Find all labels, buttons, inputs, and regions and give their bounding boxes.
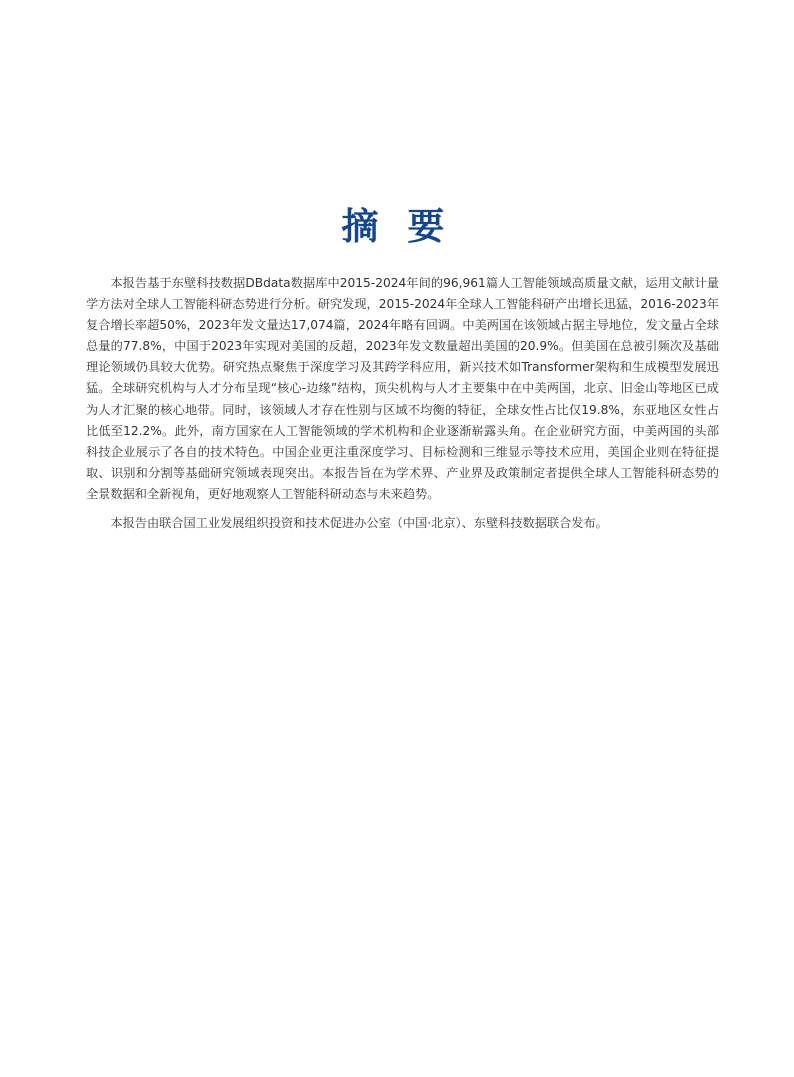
publisher-paragraph: 本报告由联合国工业发展组织投资和技术促进办公室（中国·北京）、东壁科技数据联合发布。 (110, 516, 608, 530)
abstract-paragraph: 本报告基于东壁科技数据DBdata数据库中2015-2024年间的96,961篇人工智能领域高质量文献，运用文献计量学方法对全球人工智能科研态势进行分析。研究发现，2015-2024年全球人工智能科研产出增长迅猛，2016-2023年复合增长率超50%，2023年发文量达17,074篇，2024年略有回调。中美两国在该领域占据主导地位，发文量占全球总量的77.8%，中国于2023年实现对美国的反超，2023年发文数量超出美国的20.9%。但美国在总被引频次及基础理论领域仍具较大优势。研究热点聚焦于深度学习及其跨学科应用，新兴技术如Transformer架构和生成模型发展迅猛。全球研究机构与人才分布呈现“核心-边缘”结构，顶尖机构与人才主要集中在中美两国，北京、旧金山等地区已成为人才汇聚的核心地带。同时，该领域人才存在性别与区域不均衡的特征，全球女性占比仅19.8%，东亚地区女性占比低至12.2%。此外，南方国家在人工智能领域的学术机构和企业逐渐崭露头角。在企业研究方面，中美两国的头部科技企业展示了各自的技术特色。中国企业更注重深度学习、目标检测和三维显示等技术应用，美国企业则在特征提取、识别和分割等基础研究领域表现突出。本报告旨在为学术界、产业界及政策制定者提供全球人工智能科研态势的全景数据和全新视角，更好地观察人工智能科研动态与未来趋势。 (86, 276, 719, 501)
page-title: 摘 要 (341, 205, 453, 248)
